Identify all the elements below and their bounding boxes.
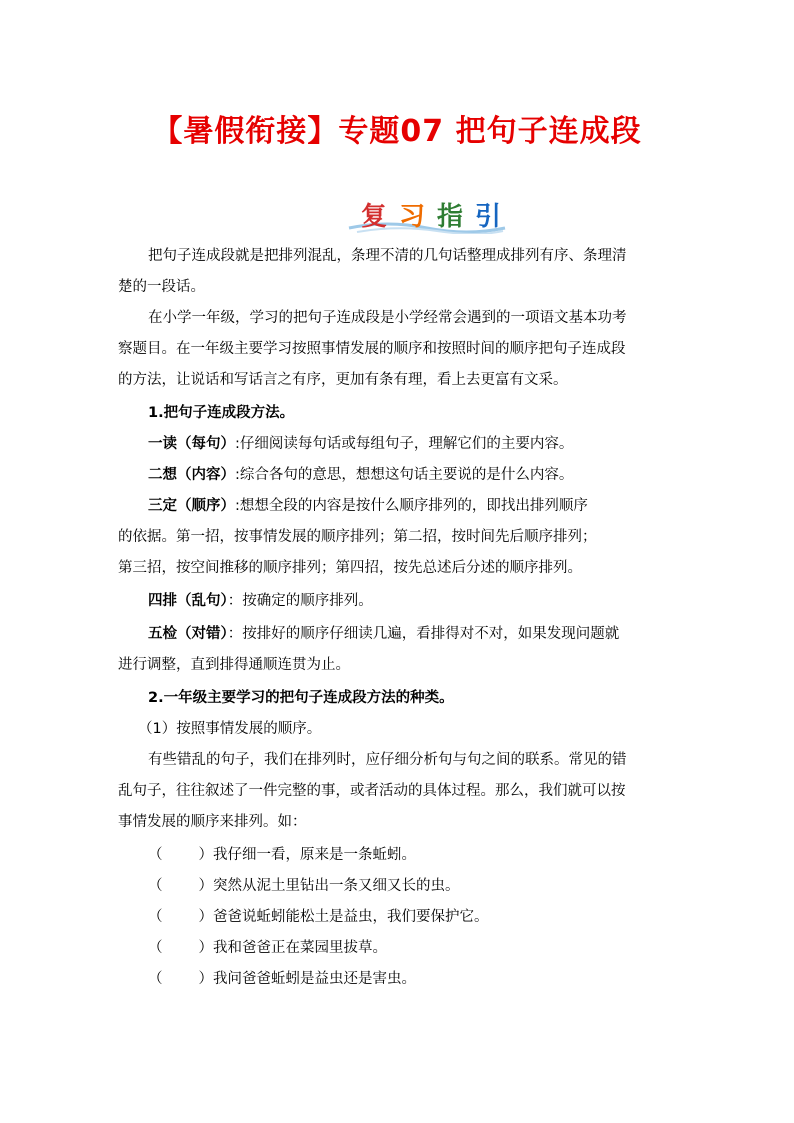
step-decide bbox=[118, 491, 708, 522]
step-think-text: :综合各句的意思，想想这句话主要说的是什么内容。 bbox=[235, 467, 574, 483]
banner-char-1: 复 bbox=[361, 202, 388, 232]
exercise-sentence: 爸爸说蚯蚓能松土是益虫，我们要保护它。 bbox=[213, 909, 489, 925]
step-check-label: 五检（对错） bbox=[148, 626, 228, 642]
exercise-item-4 bbox=[118, 933, 708, 964]
subheading-event-order: （1）按照事情发展的顺序。 bbox=[138, 721, 322, 737]
banner-char-2: 习 bbox=[399, 202, 426, 232]
document-title: 【暑假衔接】专题07 把句子连成段 bbox=[152, 114, 642, 149]
exercise-sentence: 我仔细一看，原来是一条蚯蚓。 bbox=[213, 847, 416, 863]
step-arrange-label: 四排（乱句） bbox=[148, 593, 228, 609]
step-read-text: :仔细阅读每句话或每组句子，理解它们的主要内容。 bbox=[235, 436, 574, 452]
para2-line-3: 的方法，让说话和写话言之有序，更加有条有理，看上去更富有文采。 bbox=[118, 372, 568, 388]
step-read bbox=[118, 429, 708, 460]
intro-line-1: 把句子连成段就是把排列混乱，条理不清的几句话整理成排列有序、条理清 bbox=[148, 248, 627, 264]
para2-line-1: 在小学一年级，学习的把句子连成段是小学经常会遇到的一项语文基本功考 bbox=[148, 310, 627, 326]
exercise-item-1 bbox=[118, 840, 708, 871]
exercise-sentence: 突然从泥土里钻出一条又细又长的虫。 bbox=[213, 878, 460, 894]
banner-char-3: 指 bbox=[437, 202, 464, 232]
heading-types: 2.一年级主要学习的把句子连成段方法的种类。 bbox=[148, 690, 454, 706]
exercise-sentence: 我问爸爸蚯蚓是益虫还是害虫。 bbox=[213, 971, 416, 987]
answer-paren-close: ） bbox=[198, 847, 213, 863]
para3-line-3: 事情发展的顺序来排列。如： bbox=[118, 814, 307, 830]
step-check-text: ：按排好的顺序仔细读几遍，看排得对不对，如果发现问题就 bbox=[227, 626, 620, 642]
para3-line-1: 有些错乱的句子，我们在排列时，应仔细分析句与句之间的联系。常见的错 bbox=[148, 752, 627, 768]
answer-paren-open: （ bbox=[148, 971, 163, 987]
step-decide-text: :想想全段的内容是按什么顺序排列的，即找出排列顺序 bbox=[235, 498, 588, 514]
review-guide-banner bbox=[347, 198, 507, 234]
answer-paren-open: （ bbox=[148, 847, 163, 863]
answer-paren-open: （ bbox=[148, 940, 163, 956]
step-think bbox=[118, 460, 708, 491]
step-check bbox=[118, 619, 708, 650]
answer-paren-close: ） bbox=[198, 971, 213, 987]
banner-graphic bbox=[347, 198, 507, 234]
step-decide-label: 三定（顺序） bbox=[148, 498, 235, 514]
exercise-item-2 bbox=[118, 871, 708, 902]
banner-char-4: 引 bbox=[475, 202, 502, 232]
step-arrange bbox=[118, 586, 708, 617]
step-decide-cont-2: 第三招，按空间推移的顺序排列；第四招，按先总述后分述的顺序排列。 bbox=[118, 560, 582, 576]
answer-paren-close: ） bbox=[198, 940, 213, 956]
step-arrange-text: ：按确定的顺序排列。 bbox=[227, 593, 373, 609]
intro-line-2: 楚的一段话。 bbox=[118, 279, 205, 295]
para2-line-2: 察题目。在一年级主要学习按照事情发展的顺序和按照时间的顺序把句子连成段 bbox=[118, 341, 626, 357]
exercise-sentence: 我和爸爸正在菜园里拔草。 bbox=[213, 940, 387, 956]
step-decide-cont-1: 的依据。第一招，按事情发展的顺序排列；第二招，按时间先后顺序排列； bbox=[118, 529, 597, 545]
answer-paren-open: （ bbox=[148, 909, 163, 925]
answer-paren-open: （ bbox=[148, 878, 163, 894]
para3-line-2: 乱句子，往往叙述了一件完整的事，或者活动的具体过程。那么，我们就可以按 bbox=[118, 783, 626, 799]
exercise-item-5 bbox=[118, 964, 708, 995]
answer-paren-close: ） bbox=[198, 878, 213, 894]
heading-methods: 1.把句子连成段方法。 bbox=[148, 405, 295, 421]
exercise-item-3 bbox=[118, 902, 708, 933]
step-think-label: 二想（内容） bbox=[148, 467, 235, 483]
step-check-cont: 进行调整，直到排得通顺连贯为止。 bbox=[118, 657, 350, 673]
answer-paren-close: ） bbox=[198, 909, 213, 925]
step-read-label: 一读（每句） bbox=[148, 436, 235, 452]
